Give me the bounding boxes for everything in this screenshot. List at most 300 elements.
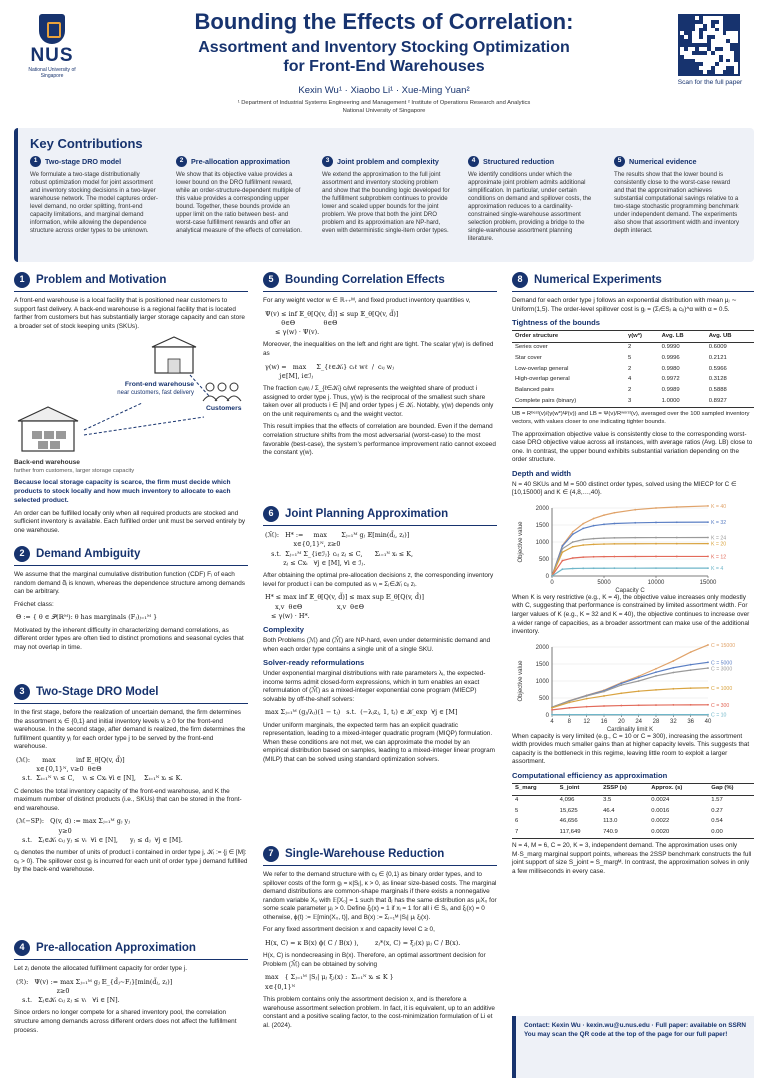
contribution-title: Joint problem and complexity bbox=[337, 156, 439, 166]
paragraph: Since orders no longer compete for a shared inventory pool, the correlation structure among demands across different orders does not affect the fulfillment process. bbox=[14, 1009, 237, 1034]
paragraph: Moreover, the inequalities on the left and right are tight. The scalar γ(w) is defined as bbox=[263, 341, 494, 357]
data-point bbox=[676, 537, 678, 539]
series-label: K = 40 bbox=[711, 503, 727, 510]
table-cell: 2 bbox=[627, 344, 632, 351]
back-end-sublabel: farther from customers, larger storage capacity bbox=[14, 467, 135, 474]
miecp-equation: max Σⱼ₌₁ᴹ (gⱼ/λⱼ)(1 − tⱼ) s.t. (−λⱼzⱼ, 1, tⱼ) ∈ 𝒦_exp ∀j ∈ [M] bbox=[265, 708, 458, 717]
poster-subtitle-line2: for Front-End Warehouses bbox=[283, 58, 485, 76]
x-tick-label: 40 bbox=[704, 718, 712, 725]
data-point bbox=[672, 714, 674, 716]
section-number: 2 bbox=[14, 546, 30, 562]
objective-vs-cardinality-chart bbox=[512, 641, 754, 733]
table-cell: High-overlap general bbox=[515, 376, 570, 383]
table-row bbox=[512, 375, 754, 386]
section-numerical-experiments bbox=[512, 272, 754, 881]
data-point bbox=[603, 705, 605, 707]
data-point bbox=[707, 661, 709, 663]
section-number: 6 bbox=[263, 506, 279, 522]
table-cell: 2 bbox=[627, 365, 632, 372]
nus-crest-icon bbox=[39, 14, 65, 44]
table-cell: 4,096 bbox=[559, 797, 575, 804]
data-point bbox=[634, 537, 636, 539]
y-tick-label: 1500 bbox=[535, 522, 549, 529]
paragraph: Let zⱼ denote the allocated fulfillment capacity for order type j. bbox=[14, 965, 188, 972]
table-cell: 46.4 bbox=[603, 807, 615, 814]
subheading: Solver-ready reformulations bbox=[263, 658, 365, 668]
affiliations-line1: ¹ Department of Industrial Systems Engineering and Management ² Institute of Operations Research and Analytics bbox=[237, 99, 531, 106]
table-cell: 0.00 bbox=[708, 828, 754, 839]
data-point bbox=[603, 695, 605, 697]
data-point bbox=[676, 555, 678, 557]
data-point bbox=[655, 507, 657, 509]
table-cell: 3 bbox=[625, 396, 659, 407]
table-cell: 4 bbox=[515, 797, 519, 804]
qr-caption: Scan for the full paper bbox=[677, 79, 743, 86]
data-point bbox=[603, 690, 605, 692]
section-two-stage-dro bbox=[14, 684, 248, 879]
data-point bbox=[634, 509, 636, 511]
data-point bbox=[620, 714, 622, 716]
table-row bbox=[512, 353, 754, 364]
data-point bbox=[707, 567, 709, 569]
table-cell: 15,625 bbox=[559, 807, 578, 814]
data-point bbox=[572, 531, 574, 533]
table-row bbox=[512, 396, 754, 407]
paragraph: H(x, C) is nondecreasing in B(x). Therefore, an optimal assortment decision for Problem (ℳ̂) can be obtained by solving bbox=[263, 952, 486, 968]
table-cell: 2 bbox=[627, 386, 632, 393]
data-point bbox=[707, 687, 709, 689]
x-tick-label: 28 bbox=[652, 718, 660, 725]
x-tick-label: 4 bbox=[550, 718, 554, 725]
contribution-title: Numerical evidence bbox=[629, 156, 697, 166]
gamma-definition: γ(w) = max Σ_{ℓ∈𝒦ᵢ} cᵢℓ wℓ / cᵢⱼ wⱼ j∈[M], i∈ℐⱼ bbox=[265, 362, 394, 380]
data-point bbox=[672, 667, 674, 669]
table-row bbox=[512, 817, 754, 828]
table-row bbox=[512, 828, 754, 839]
contribution-text: We extend the approximation to the full joint assortment and inventory stocking problem and show that the bounding logic developed for the fulfillment subproblem continues to provide lower and scaled upper bounds for the joint problem. We prove that both the joint DRO problem and its approximation are NP-hard, even with deterministic single-item order types. bbox=[322, 171, 450, 235]
table-cell: 0.9980 bbox=[661, 365, 680, 372]
data-point bbox=[638, 704, 640, 706]
qr-code-icon[interactable] bbox=[678, 14, 740, 76]
contribution-text: The results show that the lower bound is consistently close to the worst-case reward and that the approximation achieves substantial computational savings relative to a two-stage stochastic programming benchmark under independent demand. The experiments also show that assortment width and inventory depth interact. bbox=[614, 171, 739, 235]
table-cell: 0.0022 bbox=[651, 818, 670, 825]
contribution-text: We show that its objective value provides a lower bound on the DRO fulfillment reward, while an order-structure-dependent multiple of this value provides a corresponding upper bound. Together, these bounds provide an upper limit on the ratio between best- and worst-case fulfillment rewards and offer an analytical measure of the effects of correlation. bbox=[176, 171, 302, 235]
data-point bbox=[690, 714, 692, 716]
data-point bbox=[572, 567, 574, 569]
section-joint-planning bbox=[263, 506, 497, 768]
subheading: Depth and width bbox=[512, 468, 572, 478]
data-point bbox=[603, 543, 605, 545]
title-block bbox=[150, 10, 618, 116]
data-point bbox=[672, 704, 674, 706]
key-contributions-panel bbox=[14, 128, 754, 262]
x-tick-label: 10000 bbox=[647, 579, 665, 586]
front-end-label: Front-end warehouse bbox=[124, 381, 194, 389]
number-badge: 4 bbox=[468, 156, 479, 167]
data-point bbox=[562, 568, 564, 570]
chart-capacity bbox=[512, 502, 754, 594]
series-line bbox=[552, 705, 708, 710]
section-number: 7 bbox=[263, 846, 279, 862]
table-header: γ(w*) bbox=[625, 331, 659, 343]
table-cell: Complete pairs (binary) bbox=[512, 396, 625, 407]
data-point bbox=[603, 514, 605, 516]
data-point bbox=[707, 543, 709, 545]
table-cell: 0.9996 bbox=[661, 354, 680, 361]
contribution-title: Two-stage DRO model bbox=[45, 156, 122, 166]
highlight-statement: Because local storage capacity is scarce, the firm must decide which products to stock locally and how much inventory to allocate to each selected product. bbox=[14, 479, 231, 505]
x-tick-label: 32 bbox=[669, 718, 677, 725]
table-cell: 1.0000 bbox=[659, 396, 706, 407]
table-cell: 4 bbox=[627, 376, 632, 383]
series-label: K = 12 bbox=[711, 554, 727, 561]
table-cell: 0.5888 bbox=[708, 386, 727, 393]
efficiency-table bbox=[512, 783, 754, 839]
data-point bbox=[672, 660, 674, 662]
data-point bbox=[638, 680, 640, 682]
y-tick-label: 2000 bbox=[535, 505, 549, 512]
subheading: Complexity bbox=[263, 625, 304, 635]
subheading: Tightness of the bounds bbox=[512, 318, 601, 328]
contact-box bbox=[512, 1016, 754, 1078]
data-point bbox=[655, 675, 657, 677]
affiliations-line2: National University of Singapore bbox=[342, 107, 426, 114]
table-cell: 0.8927 bbox=[706, 396, 754, 407]
data-point bbox=[634, 522, 636, 524]
data-point bbox=[603, 567, 605, 569]
logo-subtext: National University of Singapore bbox=[28, 67, 76, 79]
table-header: Gap (%) bbox=[708, 783, 754, 795]
warehouse-illustration bbox=[14, 335, 248, 457]
poster-header bbox=[0, 0, 768, 122]
data-point bbox=[676, 543, 678, 545]
section-bounding-correlation bbox=[263, 272, 497, 462]
y-tick-label: 1000 bbox=[535, 539, 549, 546]
table-cell: 740.9 bbox=[600, 828, 648, 839]
dro-model-equation: (ℳ): max inf 𝔼_θ[Q(v, d̃)] x∈{0,1}ᴺ, v≥0 θ∈Θ s.t. Σᵢ₌₁ᴺ vᵢ ≤ C, vᵢ ≤ Cxᵢ ∀i ∈ [N], Σᵢ₌₁ᴺ xᵢ ≤ K. bbox=[16, 755, 183, 783]
data-point bbox=[572, 557, 574, 559]
paragraph: This result implies that the effects of correlation are bounded. Even if the demand correlation structure shifts from the most adversarial (worst-case) to the most favorable (best-case), the system’s performance improvement ratio cannot exceed the constant γ(w). bbox=[263, 423, 496, 457]
table-cell: 0.27 bbox=[711, 807, 723, 814]
table-header: Avg. UB bbox=[706, 331, 754, 343]
y-tick-label: 0 bbox=[545, 573, 549, 580]
data-point bbox=[707, 536, 709, 538]
section-title: Single-Warehouse Reduction bbox=[285, 847, 445, 860]
contribution-4 bbox=[468, 156, 596, 243]
back-end-label: Back-end warehouse bbox=[14, 459, 80, 467]
data-point bbox=[707, 667, 709, 669]
data-point bbox=[562, 548, 564, 550]
table-cell: 5 bbox=[627, 354, 632, 361]
data-point bbox=[707, 505, 709, 507]
data-point bbox=[634, 567, 636, 569]
paragraph: cᵢⱼ denotes the number of units of product i contained in order type j, 𝒦ᵢ := {j ∈ [M]: cᵢⱼ > 0}. The spillover cost gⱼ is incurred for each unit of order type j demand fulfilled by the back-end warehouse. bbox=[14, 849, 248, 874]
y-tick-label: 500 bbox=[538, 556, 549, 563]
section-single-warehouse bbox=[263, 846, 497, 1034]
data-point bbox=[676, 567, 678, 569]
y-axis-label: Objective value bbox=[518, 660, 524, 702]
x-tick-label: 0 bbox=[550, 579, 554, 586]
data-point bbox=[707, 714, 709, 716]
table-cell: 3.5 bbox=[603, 797, 612, 804]
y-tick-label: 500 bbox=[538, 695, 549, 702]
table-cell: 46,656 bbox=[559, 818, 578, 825]
data-point bbox=[638, 690, 640, 692]
paragraph: N = 40 SKUs and M = 500 distinct order types, solved using the MIECP for C ∈ [10,15000] and K ∈ {4,8,…,40}. bbox=[512, 480, 737, 497]
tightness-table bbox=[512, 330, 754, 408]
contribution-3 bbox=[322, 156, 450, 235]
data-point bbox=[676, 521, 678, 523]
joint-bounds-inequality: H* ≤ max inf 𝔼_θ[Q(v, d̃)] ≤ max sup 𝔼_θ[Q(v, d̃)] x,v θ∈Θ x,v θ∈Θ ≤ γ(w) · H*. bbox=[265, 593, 424, 620]
data-point bbox=[603, 537, 605, 539]
front-end-sublabel: near customers, fast delivery bbox=[117, 390, 194, 397]
front-end-label-group bbox=[82, 381, 194, 398]
paragraph: This problem contains only the assortment decision x, and is therefore a warehouse assortment selection problem. In fact, it is equivalent, up to an additive constant and a positive scaling factor, to the cost-minimization formulation of Li et al. (2024). bbox=[263, 996, 495, 1029]
paragraph: For any fixed assortment decision x and capacity level C ≥ 0, bbox=[263, 926, 435, 934]
data-point bbox=[672, 671, 674, 673]
table-cell: 113.0 bbox=[603, 818, 618, 825]
table-cell: 0.2121 bbox=[708, 354, 727, 361]
poster-title: Bounding the Effects of Correlation: bbox=[194, 9, 574, 34]
table-cell: 0.0020 bbox=[648, 828, 708, 839]
chart-cardinality bbox=[512, 641, 754, 733]
contribution-title: Structured reduction bbox=[483, 156, 555, 166]
y-tick-label: 1500 bbox=[535, 661, 549, 668]
paragraph: N = 4, M = 6, C = 20, K = 3, independent demand. The approximation uses only M·S_marg marginal support points, whereas the 2SSP benchmark constructs the full joint support of size S_joint = S_margᴹ. In contrast, the approximation solves in only a few milliseconds in every case. bbox=[512, 842, 752, 876]
number-badge: 1 bbox=[30, 156, 41, 167]
series-line bbox=[552, 556, 708, 576]
data-point bbox=[690, 687, 692, 689]
section-number: 3 bbox=[14, 684, 30, 700]
section-title: Joint Planning Approximation bbox=[285, 507, 449, 520]
data-point bbox=[614, 522, 616, 524]
section-title: Bounding Correlation Effects bbox=[285, 273, 445, 286]
x-axis-label: Cardinality limit K bbox=[606, 726, 654, 733]
data-point bbox=[690, 664, 692, 666]
data-point bbox=[655, 714, 657, 716]
y-tick-label: 0 bbox=[545, 712, 549, 719]
paragraph: In the first stage, before the realization of uncertain demand, the firm determines the assortment xᵢ ∈ {0,1} and initial inventory levels vᵢ ≥ 0 for the front-end warehouse. In the second stage, after demand is realized, the firm determines the fulfillment quantity yⱼ for each order type j to be served by the front-end warehouse. bbox=[14, 709, 246, 751]
contribution-2 bbox=[176, 156, 304, 235]
customers-icon bbox=[203, 383, 241, 401]
table-cell: 0.0024 bbox=[651, 797, 670, 804]
number-badge: 5 bbox=[614, 156, 625, 167]
table-header: S_joint bbox=[557, 783, 600, 795]
data-point bbox=[593, 538, 595, 540]
table-header: 2SSP (s) bbox=[600, 783, 648, 795]
paragraph: We refer to the demand structure with cᵢⱼ ∈ {0,1} as binary order types, and to spillover costs of the form gⱼ = κ|Sⱼ|, κ > 0, as linear size-based costs. The marginal demand distributions are common-shape marginals if there exists a nonnegative random variable X₀ with 𝔼[X₀] = 1 such that d̃ⱼ has the same distribution as μⱼX₀ for some scale parameter μⱼ > 0. Define ξⱼ(x) = 1 if xᵢ = 1 for all i ∈ Sⱼ, and ξⱼ(x) = 0 otherwise, ϕ(t) := 𝔼[min(X₀, t)], and B(x) := Σⱼ₌₁ᴹ |Sⱼ| μⱼ ξⱼ(x). bbox=[263, 871, 497, 921]
data-point bbox=[582, 523, 584, 525]
table-cell: 0.0016 bbox=[651, 807, 670, 814]
data-point bbox=[582, 527, 584, 529]
paragraph: The fraction cᵢⱼwⱼ / Σ_{ℓ∈𝒦ᵢ} cᵢℓwℓ represents the weighted share of product i assigned to order type j. Thus, γ(w) is the reciprocal of the smallest such share taken over all products i ∈ [N] and order types j ∈ 𝒦ᵢ. Notably, γ(w) depends only on the unit requirements cᵢⱼ and the weight vector. bbox=[263, 385, 494, 418]
table-cell: 0.9989 bbox=[661, 386, 680, 393]
series-line bbox=[552, 568, 708, 576]
series-label: C = 1000 bbox=[711, 685, 733, 692]
h-function-equation: H(x, C) = κ B(x) ϕ( C / B(x) ), zⱼ*(x, C) = ξⱼ(x) μⱼ C / B(x). bbox=[265, 939, 461, 948]
data-point bbox=[582, 567, 584, 569]
section-title: Demand Ambiguity bbox=[36, 547, 141, 560]
table-cell: 0.9972 bbox=[661, 376, 680, 383]
data-point bbox=[676, 506, 678, 508]
table-row bbox=[512, 385, 754, 396]
section-pre-allocation bbox=[14, 940, 248, 1039]
table-header: S_marg bbox=[512, 783, 557, 795]
paragraph: A front-end warehouse is a local facility that is positioned near customers to support fast delivery. A back-end warehouse is a regional facility that is located farther from customers but has substantially larger storage capacity and can store a broader set of stock keeping units (SKUs). bbox=[14, 297, 245, 330]
section-number: 8 bbox=[512, 272, 528, 288]
subheading: Computational efficiency as approximation bbox=[512, 771, 668, 781]
data-point bbox=[655, 537, 657, 539]
data-point bbox=[572, 541, 574, 543]
series-label: K = 20 bbox=[711, 541, 727, 548]
data-point bbox=[562, 560, 564, 562]
data-point bbox=[603, 523, 605, 525]
table-cell: Balanced pairs bbox=[515, 386, 554, 393]
table-cell: 117,649 bbox=[557, 828, 600, 839]
data-point bbox=[634, 555, 636, 557]
frechet-class-equation: Θ := { θ ∈ 𝒫(ℝᴹ): θ has marginals (Fⱼ)ⱼ₌₁ᴹ } bbox=[16, 613, 158, 622]
paragraph: For any weight vector w ∈ ℝ₊₊ᴹ, and fixed product inventory quantities v, bbox=[263, 297, 471, 304]
data-point bbox=[655, 521, 657, 523]
paragraph: Under exponential marginal distributions with rate parameters λⱼ, the expected-income terms admit closed-form expressions, which in turn enables an exact reformulation of (ℳ̂) as a mixed-integer exponential cone program (MIECP) solvable by off-the-shelf solvers: bbox=[263, 670, 486, 703]
paragraph: After obtaining the optimal pre-allocation decisions z, the corresponding inventory level for product i can be computed as vᵢ = Σⱼ∈𝒦ᵢ cᵢⱼ zⱼ. bbox=[263, 572, 494, 588]
number-badge: 3 bbox=[322, 156, 333, 167]
data-point bbox=[593, 525, 595, 527]
section-title: Two-Stage DRO Model bbox=[36, 685, 159, 698]
data-point bbox=[620, 704, 622, 706]
table-row bbox=[512, 806, 754, 817]
key-contributions-title: Key Contributions bbox=[30, 136, 143, 151]
data-point bbox=[614, 556, 616, 558]
data-point bbox=[551, 709, 553, 711]
series-line bbox=[552, 662, 708, 707]
table-header: Avg. LB bbox=[659, 331, 706, 343]
x-tick-label: 12 bbox=[583, 718, 591, 725]
data-point bbox=[562, 551, 564, 553]
series-label: K = 32 bbox=[711, 519, 727, 526]
y-axis-label: Objective value bbox=[518, 521, 524, 563]
back-end-warehouse-icon bbox=[18, 407, 78, 451]
paragraph: An order can be fulfilled locally only when all required products are stocked and sufficient inventory is available. Each fulfilled order unit must be served entirely by one warehouse. bbox=[14, 509, 246, 535]
series-label: K = 24 bbox=[711, 535, 727, 542]
data-point bbox=[614, 537, 616, 539]
section-demand-ambiguity bbox=[14, 546, 248, 656]
data-point bbox=[620, 692, 622, 694]
x-tick-label: 16 bbox=[600, 718, 608, 725]
data-point bbox=[620, 684, 622, 686]
poster-subtitle-line1: Assortment and Inventory Stocking Optimization bbox=[198, 39, 570, 57]
section-title: Numerical Experiments bbox=[534, 273, 662, 286]
back-end-label-group bbox=[14, 459, 248, 475]
table-row bbox=[512, 342, 754, 353]
contribution-5 bbox=[614, 156, 742, 235]
data-point bbox=[707, 704, 709, 706]
series-label: C = 3000 bbox=[711, 666, 733, 673]
section-title: Problem and Motivation bbox=[36, 273, 167, 286]
table-cell: 0.5966 bbox=[708, 365, 727, 372]
section-number: 4 bbox=[14, 940, 30, 956]
table-header: Order structure bbox=[512, 331, 625, 343]
table-cell: 1.57 bbox=[711, 797, 723, 804]
paragraph: Under uniform marginals, the expected term has an explicit quadratic representation, leading to a mixed-integer quadratic program (MIQP) formulation. When these conditions are not met, we can approximate the model by an empirical distribution based on samples, leading to a mixed-integer linear program (MILP) that can be solved using standard optimization solvers. bbox=[263, 721, 495, 763]
series-label: C = 5000 bbox=[711, 660, 733, 667]
paragraph: When K is very restrictive (e.g., K = 4), the objective value increases only modestly with C, suggesting that performance is constrained by limited assortment width. For larger values of K (e.g., K = 32 and K = 40), the objective continues to increase over a wider range of capacities, as a broader assortment can make use of the additional inventory. bbox=[512, 593, 750, 636]
table-cell: 7 bbox=[512, 828, 557, 839]
data-point bbox=[614, 512, 616, 514]
data-point bbox=[614, 567, 616, 569]
section-problem-motivation bbox=[14, 272, 248, 540]
data-point bbox=[593, 567, 595, 569]
paragraph: Demand for each order type j follows an exponential distribution with mean μⱼ ∼ Uniform(1,5). The order-level spillover cost is gⱼ = (Σᵢ∈Sⱼ aᵢ cᵢⱼ)^α with α = 0.5. bbox=[512, 297, 737, 313]
y-tick-label: 2000 bbox=[535, 644, 549, 651]
data-point bbox=[562, 545, 564, 547]
data-point bbox=[551, 707, 553, 709]
data-point bbox=[672, 688, 674, 690]
table-cell: Series cover bbox=[515, 344, 548, 351]
x-tick-label: 36 bbox=[687, 718, 695, 725]
data-point bbox=[582, 556, 584, 558]
data-point bbox=[634, 543, 636, 545]
number-badge: 2 bbox=[176, 156, 187, 167]
data-point bbox=[568, 701, 570, 703]
paragraph: Fréchet class: bbox=[14, 600, 54, 608]
data-point bbox=[582, 544, 584, 546]
series-label: C = 10 bbox=[711, 712, 727, 719]
data-point bbox=[614, 543, 616, 545]
table-cell: 6 bbox=[515, 818, 519, 825]
table-cell: Low-overlap general bbox=[515, 365, 569, 372]
x-axis-label: Capacity C bbox=[615, 587, 645, 594]
table-cell: 0.9990 bbox=[661, 344, 680, 351]
front-end-warehouse-icon bbox=[152, 337, 196, 373]
data-point bbox=[638, 714, 640, 716]
nus-logo bbox=[22, 14, 82, 79]
contribution-text: We identify conditions under which the approximate joint problem admits additional simplification. In particular, under certain conditions on demand and spillover costs, the approximation reduces to a cardinality-constrained single-warehouse assortment selection problem, providing a bridge to the single-warehouse assortment planning literature. bbox=[468, 171, 592, 243]
section-number: 1 bbox=[14, 272, 30, 288]
objective-vs-capacity-chart bbox=[512, 502, 754, 594]
paragraph: The approximation objective value is consistently close to the corresponding worst-case DRO objective value across all instances, with average ratios (Avg. LB) close to one. In contrast, the upper bound exhibits substantial variation depending on the order structure. bbox=[512, 430, 753, 464]
data-point bbox=[593, 517, 595, 519]
table-cell: 0.54 bbox=[711, 818, 723, 825]
data-point bbox=[690, 669, 692, 671]
data-point bbox=[707, 555, 709, 557]
table-cell: 0.3128 bbox=[708, 376, 727, 383]
second-stage-equation: (ℳ−SP): Q(v, d) := max Σⱼ₌₁ᴹ gⱼ yⱼ y≥0 s.t. Σⱼ∈𝒦ᵢ cᵢⱼ yⱼ ≤ vᵢ ∀i ∈ [N], yⱼ ≤ dⱼ ∀j ∈ [M]. bbox=[16, 817, 183, 845]
table-note: UB = Rᵇᵉˢᵗ(v)/(γ(w*)Ψ(v)) and LB = Ψ(v)/Rʷᵒʳˢᵗ(v), averaged over the 100 sampled inventory vectors, with values closer to one indicating tighter bounds. bbox=[512, 410, 750, 425]
data-point bbox=[655, 671, 657, 673]
data-point bbox=[707, 521, 709, 523]
pre-allocation-equation: (ℛ): Ψ(v) := max Σⱼ₌₁ᴹ gⱼ 𝔼_{d̃ⱼ∼Fⱼ}[min(d̃ⱼ, zⱼ)] z≥0 s.t. Σⱼ∈𝒦ᵢ cᵢⱼ zⱼ ≤ vᵢ ∀i ∈ [N]. bbox=[16, 977, 173, 1005]
qr-note: You may scan the QR code at the top of the page for our full paper! bbox=[524, 1030, 728, 1038]
data-point bbox=[603, 556, 605, 558]
data-point bbox=[586, 698, 588, 700]
joint-problem-equation: (ℳ̂): H* := max Σⱼ₌₁ᴹ gⱼ 𝔼[min(d̃ⱼ, zⱼ)] x∈{0,1}ᴺ, z≥0 s.t. Σⱼ₌₁ᴹ Σ_{i∈ℐⱼ} cᵢⱼ zⱼ ≤ C, Σᵢ₌₁ᴺ xᵢ ≤ K, zⱼ ≤ Cxᵢ ∀j ∈ [M], ∀i ∈ ℐⱼ. bbox=[265, 531, 414, 567]
contribution-1 bbox=[30, 156, 158, 235]
table-row bbox=[512, 795, 754, 806]
data-point bbox=[655, 543, 657, 545]
x-tick-label: 15000 bbox=[699, 579, 717, 586]
table-cell: 0.6009 bbox=[708, 344, 727, 351]
table-row bbox=[512, 364, 754, 375]
data-point bbox=[551, 714, 553, 716]
data-point bbox=[586, 695, 588, 697]
x-tick-label: 20 bbox=[617, 718, 625, 725]
paragraph: C denotes the total inventory capacity of the front-end warehouse, and K the maximum number of distinct products (i.e., SKUs) that can be stored in the front-end warehouse. bbox=[14, 787, 242, 812]
table-cell: 5 bbox=[515, 807, 519, 814]
data-point bbox=[568, 714, 570, 716]
data-point bbox=[707, 644, 709, 646]
table-header: Approx. (s) bbox=[648, 783, 708, 795]
